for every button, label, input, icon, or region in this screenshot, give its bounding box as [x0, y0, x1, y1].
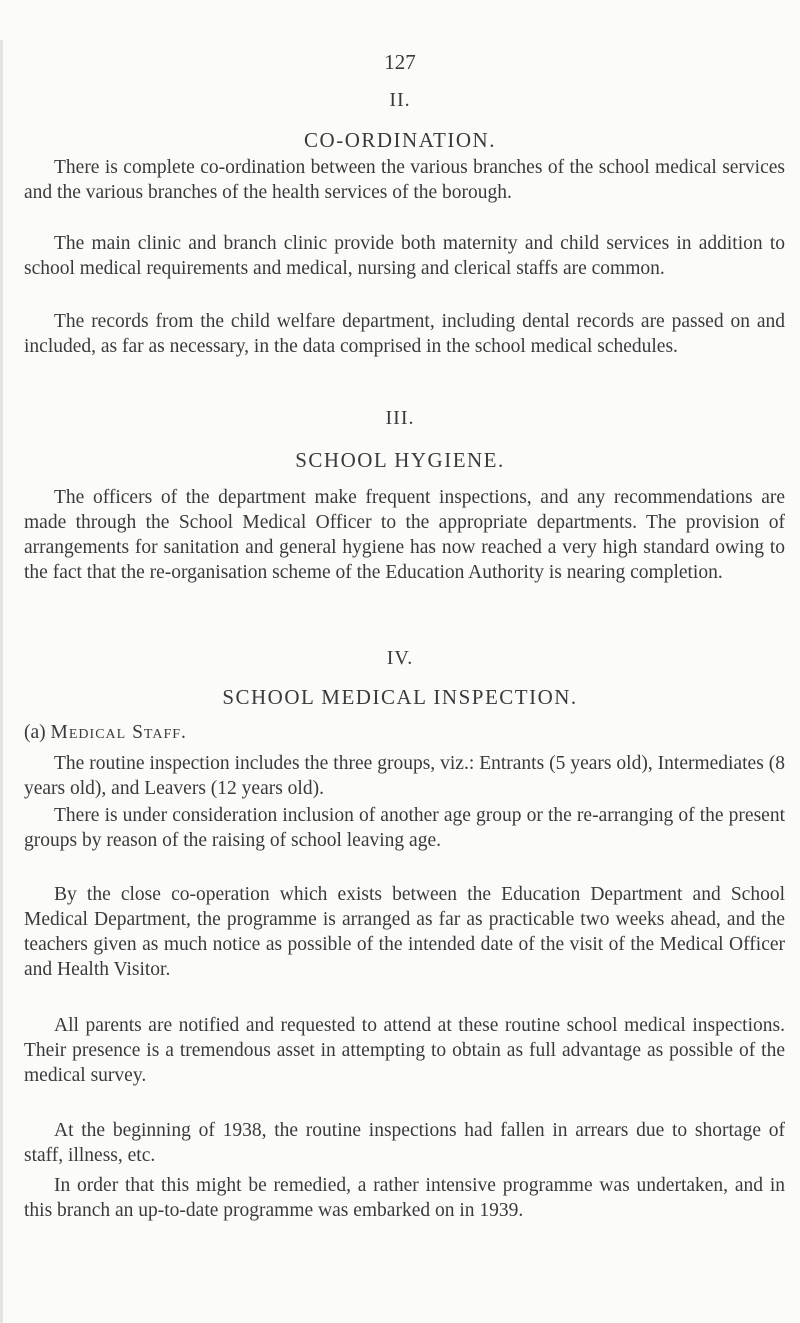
section-3-numeral: III.	[385, 407, 415, 429]
section-4-paragraph-1: The routine inspection includes the three groups, viz.: Entrants (5 years old), Intermediates (8 years old), and Leavers (12 years old).	[24, 753, 785, 799]
section-2-title: CO-ORDINATION.	[304, 128, 496, 152]
section-4-numeral: IV.	[386, 647, 414, 669]
section-4-title: SCHOOL MEDICAL INSPECTION.	[222, 685, 578, 709]
section-4-paragraph-5: At the beginning of 1938, the routine inspections had fallen in arrears due to shortage of staff, illness, etc.	[24, 1120, 785, 1166]
section-4-paragraph-3: By the close co-operation which exists between the Education Department and School Medical Department, the programme is arranged as far as practicable two weeks ahead, and the teachers given as much notice as possible of the intended date of the visit of the Medical Officer and Health Visitor.	[24, 884, 785, 980]
section-4-paragraph-2: There is under consideration inclusion of another age group or the re-arranging of the present groups by reason of the raising of school leaving age.	[24, 805, 785, 851]
section-3-title: SCHOOL HYGIENE.	[295, 448, 505, 472]
section-2-paragraph-2: The main clinic and branch clinic provide both maternity and child services in addition to school medical requirements and medical, nursing and clerical staffs are common.	[24, 233, 785, 279]
page-number: 127	[384, 50, 416, 74]
subheading-marker: (a)	[24, 722, 46, 743]
section-4-subheading	[24, 722, 187, 744]
section-4-paragraph-4: All parents are notified and requested to attend at these routine school medical inspections. Their presence is a tremendous asset in attempting to obtain as full advantage as possible of the medical survey.	[24, 1015, 785, 1086]
section-3-paragraph-1: The officers of the department make frequent inspections, and any recommendations are made through the School Medical Officer to the appropriate departments. The provision of arrangements for sanitation and general hygiene has now reached a very high standard owing to the fact that the re-organisation scheme of the Education Authority is nearing completion.	[24, 487, 785, 583]
section-4-paragraph-6: In order that this might be remedied, a rather intensive programme was undertaken, and in this branch an up-to-date programme was embarked on in 1939.	[24, 1175, 785, 1221]
section-2-numeral: II.	[389, 89, 411, 111]
page-edge-shadow	[0, 40, 3, 1323]
subheading-text: Medical Staff.	[50, 722, 187, 743]
section-2-paragraph-3: The records from the child welfare department, including dental records are passed on and included, as far as necessary, in the data comprised in the school medical schedules.	[24, 311, 785, 357]
section-2-paragraph-1: There is complete co-ordination between the various branches of the school medical services and the various branches of the health services of the borough.	[24, 157, 785, 203]
